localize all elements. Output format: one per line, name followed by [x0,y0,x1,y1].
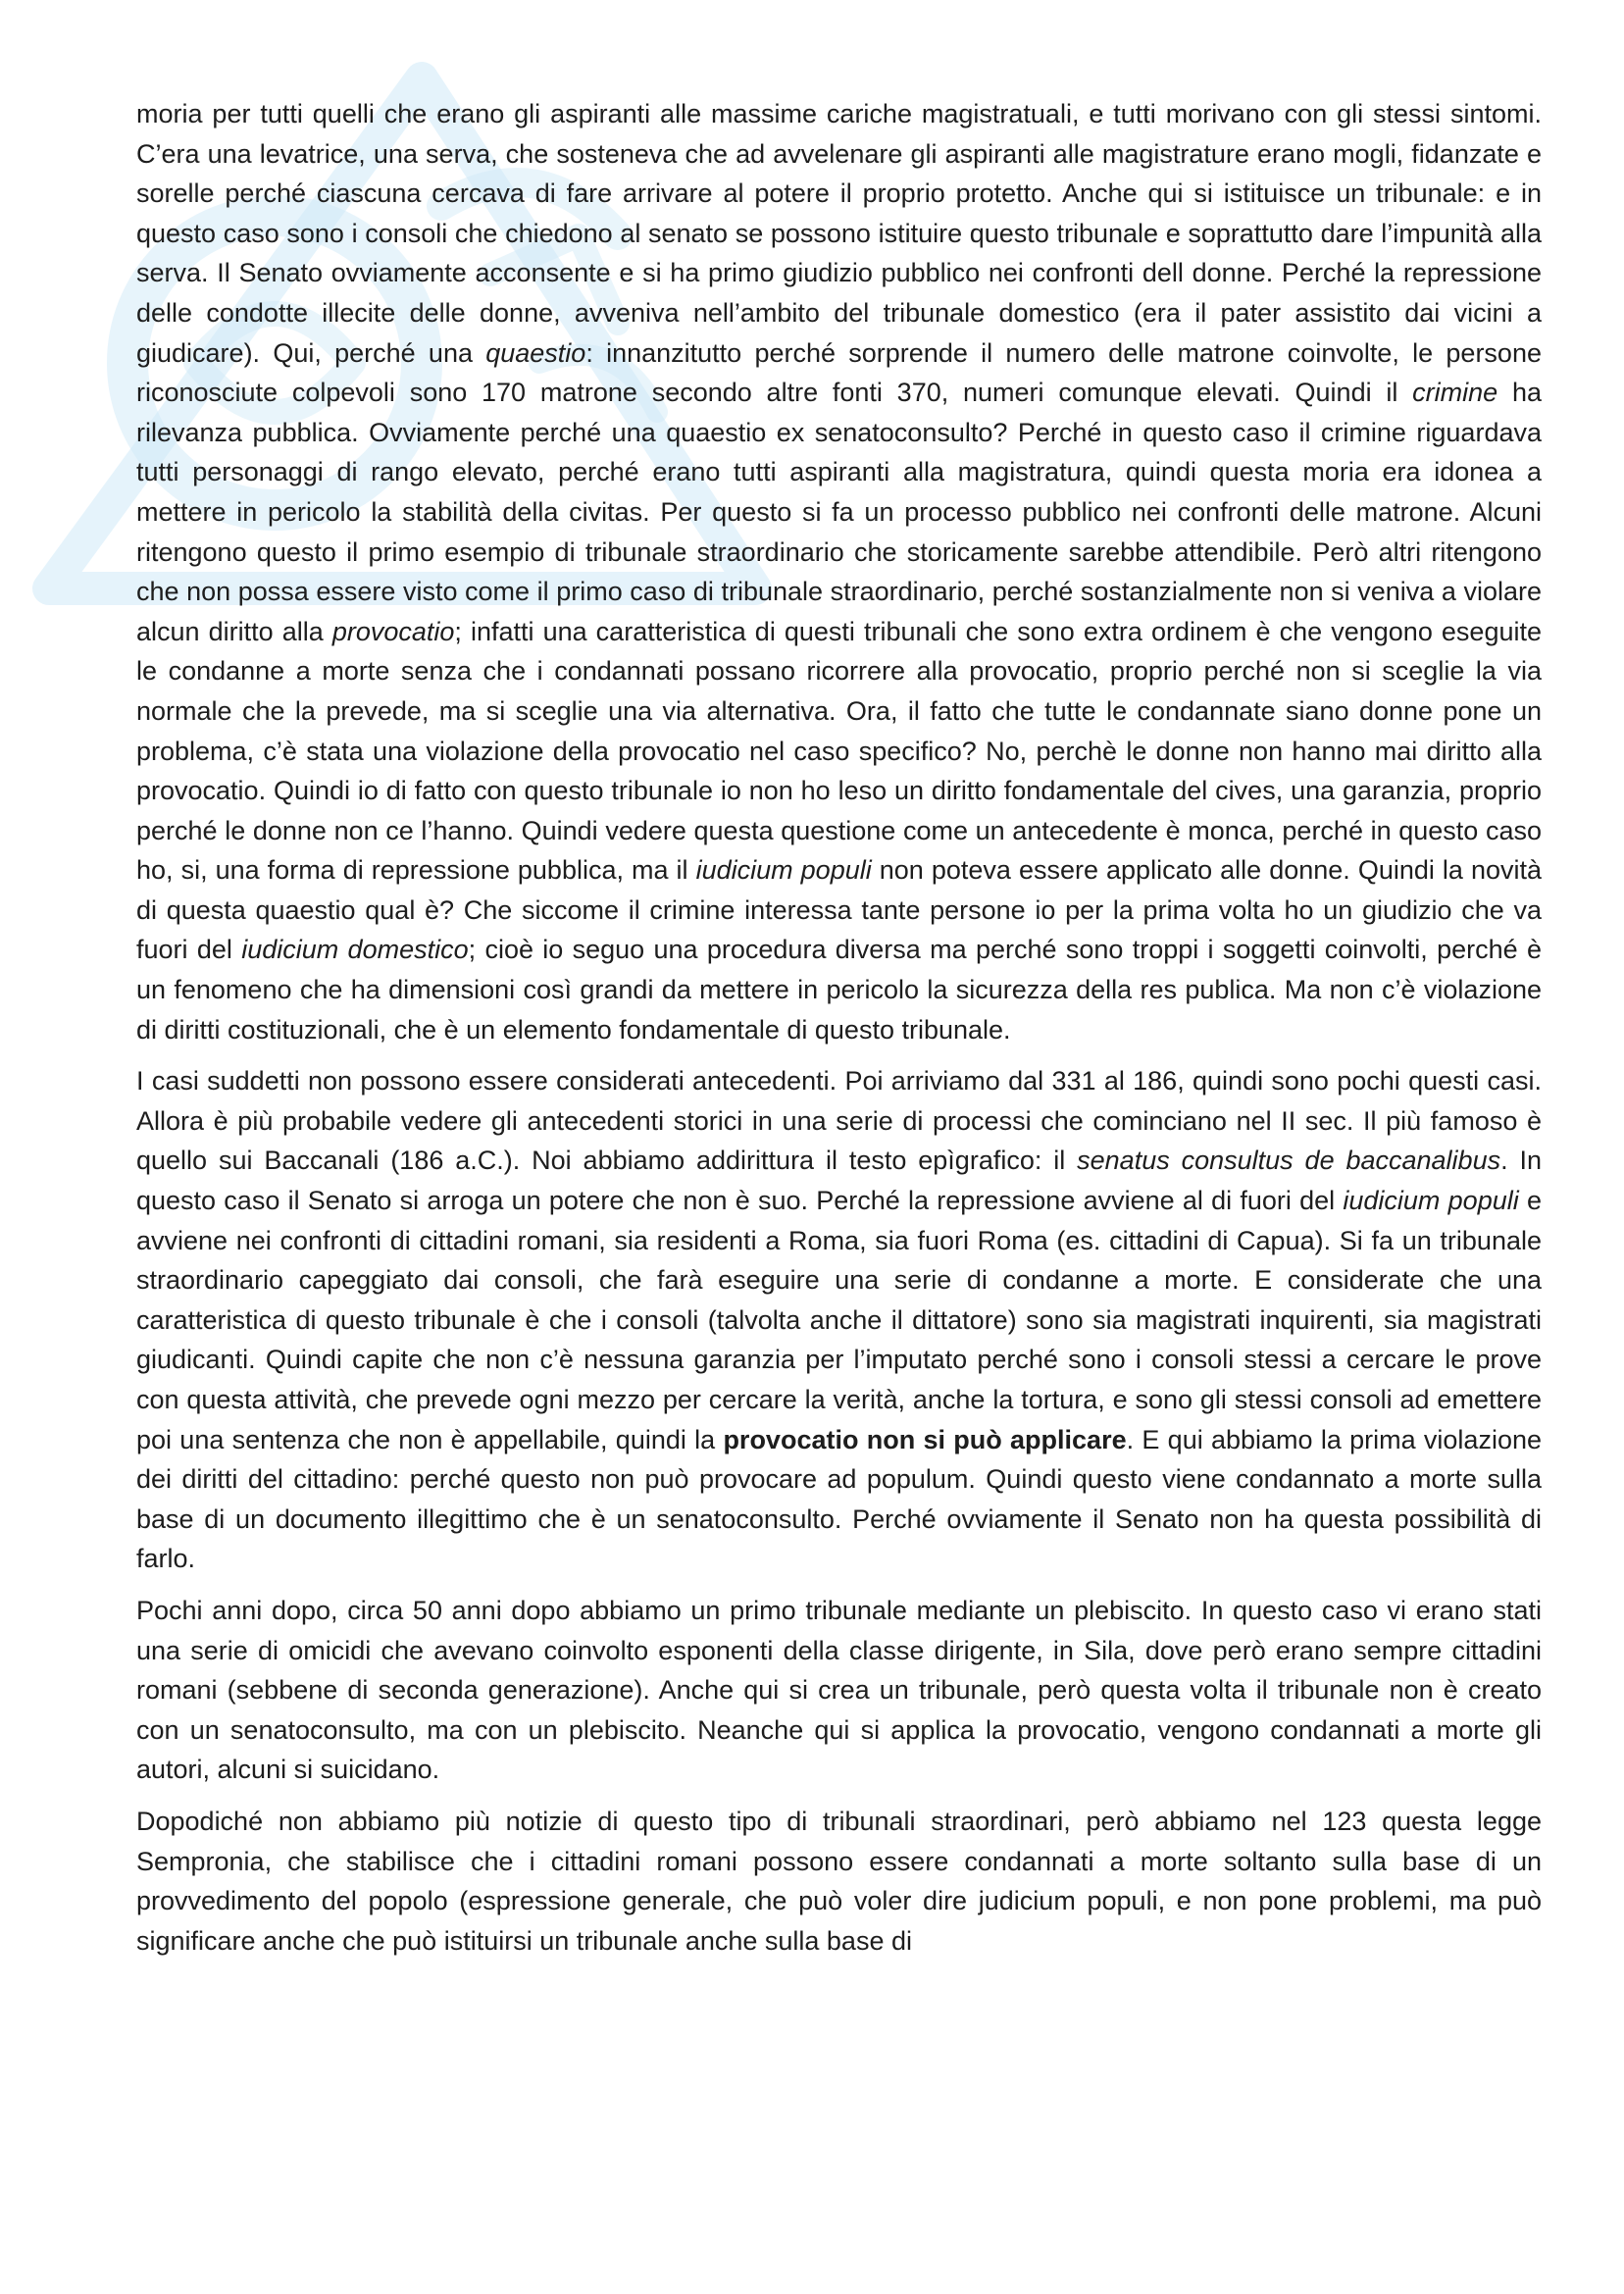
text-run: . In questo caso il Senato si arroga un potere che non è suo. Perché la repressione avviene al di fuori del [136,1146,1543,1216]
italic-term: iudicium populi [695,855,872,886]
paragraph [136,94,1542,1049]
text-run: moria per tutti quelli che erano gli aspiranti alle massime cariche magistratuali, e tutti morivano con gli stessi sintomi. C’era una levatrice, una serva, che sosteneva che ad avvelenare gli aspiranti alle magistrature erano mogli, fidanzate e sorelle perché ciascuna cercava di fare arrivare al potere il proprio protetto. Anche qui si istituisce un tribunale: e in questo caso sono i consoli che chiedono al senato se possono istituire questo tribunale e soprattutto dare l’impunità alla serva. Il Senato ovviamente acconsente e si ha primo giudizio pubblico nei confronti dell donne. Perché la repressione delle condotte illecite delle donne, avveniva nell’ambito del tribunale domestico (era il pater assistito dai vicini a giudicare). Qui, perché una [136,99,1542,368]
text-run: non poteva essere applicato alle donne. Quindi la novità di questa quaestio qual è? Che siccome il crimine interessa tante persone io per la prima volta ho un giudizio che va fuori del [136,855,1542,965]
italic-term: senatus consultus de baccanalibus [1077,1146,1501,1176]
italic-term: iudicium populi [1343,1186,1519,1216]
text-run: ; cioè io seguo una procedura diversa ma perché sono troppi i soggetti coinvolti, perché è un fenomeno che ha dimensioni così grandi da mettere in pericolo la sicurezza della res publica. Ma non c’è violazione di diritti costituzionali, che è un elemento fondamentale di questo tribunale. [136,935,1543,1045]
italic-term: iudicium domestico [241,935,469,965]
text-run: ; infatti una caratteristica di questi tribunali che sono extra ordinem è che vengono eseguite le condanne a morte senza che i condannati possano ricorrere alla provocatio, proprio perché non si sceglie la via normale che la prevede, ma si sceglie una via alternativa. Ora, il fatto che tutte le condannate siano donne pone un problema, c’è stata una violazione della provocatio nel caso specifico? No, perchè le donne non hanno mai diritto alla provocatio. Quindi io di fatto con questo tribunale io non ho leso un diritto fondamentale del cives, una garanzia, proprio perché le donne non ce l’hanno. Quindi vedere questa questione come un antecedente è monca, perché in questo caso ho, si, una forma di repressione pubblica, ma il [136,616,1542,886]
bold-term: provocatio non si può applicare [723,1424,1127,1454]
text-run: Dopodiché non abbiamo più notizie di questo tipo di tribunali straordinari, però abbiamo nel 123 questa legge Sempronia, che stabilisce che i cittadini romani possono essere condannati a morte soltanto sulla base di un provvedimento del popolo (espressione generale, che può voler dire judicium populi, e non pone problemi, ma può significare anche che può istituirsi un tribunale anche sulla base di [136,1806,1542,1956]
text-run: e avviene nei confronti di cittadini romani, sia residenti a Roma, sia fuori Roma (es. cittadini di Capua). Si fa un tribunale straordinario capeggiato dai consoli, che farà eseguire una serie di condanne a morte. E considerate che una caratteristica di questo tribunale è che i consoli (talvolta anche il dittatore) sono sia magistrati inquirenti, sia magistrati giudicanti. Quindi capite che non c’è nessuna garanzia per l’imputato perché sono i consoli stessi a cercare le prove con questa attività, che prevede ogni mezzo per cercare la verità, anche la tortura, e sono gli stessi consoli ad emettere poi una sentenza che non è appellabile, quindi la [136,1186,1542,1454]
italic-term: crimine [1412,378,1498,408]
text-run: : innanzitutto perché sorprende il numero delle matrone coinvolte, le persone riconosciute colpevoli sono 170 matrone secondo altre fonti 370, numeri comunque elevati. Quindi il [136,337,1542,408]
paragraph [136,1061,1542,1579]
text-run: . E qui abbiamo la prima violazione dei diritti del cittadino: perché questo non può provocare ad populum. Quindi questo viene condannato a morte sulla base di un documento illegittimo che è un senatoconsulto. Perché ovviamente il Senato non ha questa possibilità di farlo. [136,1424,1542,1574]
text-run: Pochi anni dopo, circa 50 anni dopo abbiamo un primo tribunale mediante un plebiscito. In questo caso vi erano stati una serie di omicidi che avevano coinvolto esponenti della classe dirigente, in Sila, dove però erano sempre cittadini romani (sebbene di seconda generazione). Anche qui si crea un tribunale, però questa volta il tribunale non è creato con un senatoconsulto, ma con un plebiscito. Neanche qui si applica la provocatio, vengono condannati a morte gli autori, alcuni si suicidano. [136,1595,1542,1785]
paragraph [136,1802,1542,1961]
text-run: ha rilevanza pubblica. Ovviamente perché una quaestio ex senatoconsulto? Perché in questo caso il crimine riguardava tutti personaggi di rango elevato, perché erano tutti aspiranti alla magistratura, quindi questa moria era idonea a mettere in pericolo la stabilità della civitas. Per questo si fa un processo pubblico nei confronti delle matrone. Alcuni ritengono questo il primo esempio di tribunale straordinario che storicamente sarebbe attendibile. Però altri ritengono che non possa essere visto come il primo caso di tribunale straordinario, perché sostanzialmente non si veniva a violare alcun diritto alla [136,378,1542,646]
italic-term: quaestio [485,337,586,368]
text-run: I casi suddetti non possono essere considerati antecedenti. Poi arriviamo dal 331 al 186, quindi sono pochi questi casi. Allora è più probabile vedere gli antecedenti storici in una serie di processi che cominciano nel II sec. Il più famoso è quello sui Baccanali (186 a.C.). Noi abbiamo addirittura il testo epìgrafico: il [136,1066,1542,1176]
italic-term: provocatio [331,616,455,646]
paragraph [136,1591,1542,1790]
document-body [136,94,1542,1972]
